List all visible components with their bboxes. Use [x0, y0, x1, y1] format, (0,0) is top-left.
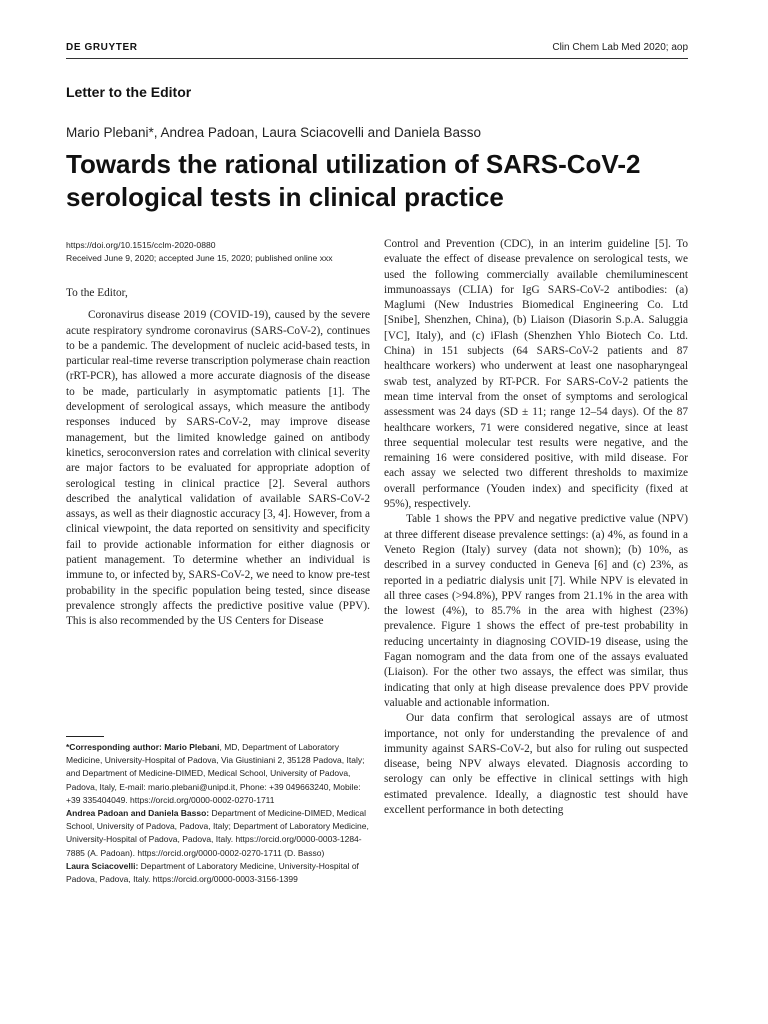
- footnote-text: Department of Medicine-DIMED, Medical School, University of Padova, Padova, Italy; Department of Laboratory Medicine, University-Hospital of Padova, Padova, Italy. https://orcid.org/0000-0003-1284-7885 (A. Padoan). https://orcid.org/0000-0002-0270-1711 (D. Basso): [66, 808, 369, 858]
- footnote-rule: [66, 736, 104, 737]
- footnote-label: Laura Sciacovelli:: [66, 860, 139, 871]
- author-list: Mario Plebani*, Andrea Padoan, Laura Sciacovelli and Daniela Basso: [66, 125, 482, 140]
- journal-citation: Clin Chem Lab Med 2020; aop: [552, 42, 688, 53]
- publisher-name: DE GRUYTER: [66, 42, 138, 53]
- header-rule: [66, 58, 688, 59]
- paragraph: Control and Prevention (CDC), in an interim guideline [5]. To evaluate the effect of disease prevalence on serological tests, we used the following commercially available chemiluminescent immunoassays (CLIA) for IgG SARS-CoV-2 antibodies: (a) Maglumi (New Industries Biomedical Engineering Co. Ltd [Snibe], Shenzhen, China), (b) Liaison (Diasorin S.p.A. Saluggia [VC], Italy), and (c) iFlash (Shenzhen Yhlo Biotech Co. Ltd. China) in 151 subjects (64 SARS-CoV-2 patients and 87 healthcare workers) who underwent at least one nasopharyngeal swab test, analyzed by RT-PCR. For SARS-CoV-2 patients the mean time interval from the onset of symptoms and serological assessment was 24 days (SD ± 11; range 12–54 days). Of the 87 healthcare workers, 71 were considered negative, since at least three sequential molecular test results were negative, and the remaining 16 were considered positive, with mild disease. For each assay we selected two different thresholds to maximize overall performance (Youden index) and specificity (fixed at 95%), respectively.: [384, 238, 688, 511]
- article-title: Towards the rational utilization of SARS-CoV-2 serological tests in clinical practice: [66, 149, 641, 212]
- doi-link[interactable]: https://doi.org/10.1515/cclm-2020-0880: [66, 240, 216, 250]
- left-column: [66, 286, 370, 630]
- author-affiliation-note: [66, 860, 371, 886]
- footnote-text: Department of Laboratory Medicine, University-Hospital of Padova, Padova, Italy. https://orcid.org/0000-0003-3156-1399: [66, 860, 359, 885]
- right-column: [384, 237, 688, 818]
- article-section: Letter to the Editor: [66, 84, 192, 100]
- paragraph: Table 1 shows the PPV and negative predictive value (NPV) at three different disease prevalence settings: (a) 4%, as found in a Veneto Region (Italy) survey (data not shown); (b) 10%, as described in a survey conducted in Geneva [6] and (c) 23%, as reported in a pediatric dialysis unit [7]. While NPV is elevated in all three cases (>94.8%), PPV ranges from 21.1% in the area with the lowest (4%), to 85.7% in the area with highest (23%) prevalence. Figure 1 shows the effect of pre-test probability in reducing uncertainty in diagnosing COVID-19 disease, using the Fagan nomogram and the data from one of the assays evaluated (Liaison). For the other two assays, the effect was similar, thus indicating that only at high disease prevalence does PPV provide valuable and actionable information.: [384, 513, 688, 709]
- paragraph: Our data confirm that serological assays are of utmost importance, not only for understanding the prevalence of and immunity against SARS-CoV-2, but also for ruling out suspected disease, being NPV always elevated. Diagnosis according to serology can only be effective in clinical settings with high estimated prevalence. Ideally, a diagnostic test should have excellent performance in both detecting: [384, 712, 688, 816]
- footnote-text: , MD, Department of Laboratory Medicine, University-Hospital of Padova, Via Giustiniani 2, 35128 Padova, Italy; and Department of Medicine-DIMED, Medical School, University of Padova, Padova, Italy, E-mail: mario.plebani@unipd.it, Phone: +39 049663240, Mobile: +39 335404049. https://orcid.org/0000-0002-0270-1711: [66, 742, 365, 805]
- footnote-label: *Corresponding author: Mario Plebani: [66, 742, 220, 752]
- footnotes: [66, 741, 371, 886]
- paragraph: Coronavirus disease 2019 (COVID-19), caused by the severe acute respiratory syndrome coronavirus (SARS-CoV-2), continues to be a pandemic. The development of nucleic acid-based tests, in particular real-time reverse transcription polymerase chain reaction (rRT-PCR), has allowed a more accurate diagnosis of the disease to be made, particularly in asymptomatic patients [1]. The development of serological assays, which measure the antibody responses induced by SARS-CoV-2, may improve disease management, but the limited knowledge gained on antibody kinetics, seroconversion rates and correlation with clinical severity are major factors to be evaluated for appropriate adoption of serological testing in clinical practice [2]. Several authors described the analytical validation of available SARS-CoV-2 assays, as well as their diagnostic accuracy [3, 4]. However, from a clinical viewpoint, the data reported on sensitivity and specificity fail to provide actionable information for either diagnosis or patient management. To determine whether an individual is immune to, or infected by, SARS-CoV-2, we need to know pre-test probability in the specific population being tested, since disease prevalence strongly affects the predictive positive value (PPV). This is also recommended by the US Centers for Disease: [66, 309, 370, 628]
- author-affiliation-note: [66, 807, 371, 860]
- article-dates: Received June 9, 2020; accepted June 15, 2020; published online xxx: [66, 253, 333, 263]
- article-meta: [66, 239, 366, 265]
- salutation: To the Editor,: [66, 287, 128, 299]
- corresponding-author-note: [66, 741, 371, 807]
- footnote-label: Andrea Padoan and Daniela Basso:: [66, 808, 210, 819]
